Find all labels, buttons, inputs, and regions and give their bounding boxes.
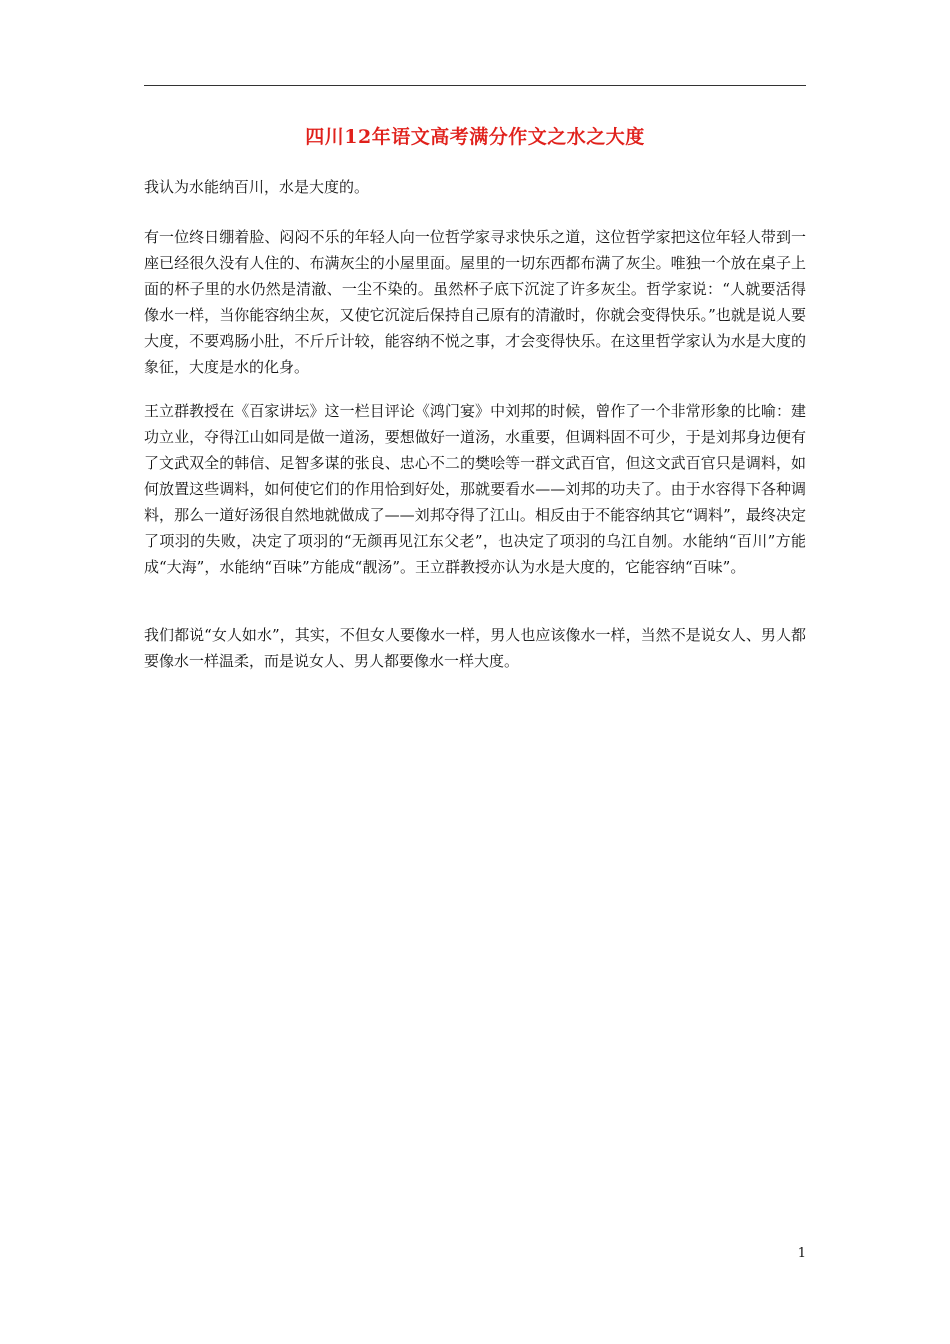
document-title: 四川12年语文高考满分作文之水之大度 bbox=[305, 126, 645, 148]
paragraph-2: 有一位终日绷着脸、闷闷不乐的年轻人向一位哲学家寻求快乐之道，这位哲学家把这位年轻人带到一座已经很久没有人住的、布满灰尘的小屋里面。屋里的一切东西都布满了灰尘。唯独一个放在桌子上面的杯子里的水仍然是清澈、一尘不染的。虽然杯子底下沉淀了许多灰尘。哲学家说：“人就要活得像水一样，当你能容纳尘灰，又使它沉淀后保持自己原有的清澈时，你就会变得快乐。”也就是说人要大度，不要鸡肠小肚，不斤斤计较，能容纳不悦之事，才会变得快乐。在这里哲学家认为水是大度的象征，大度是水的化身。 bbox=[144, 228, 806, 376]
paragraph-3: 王立群教授在《百家讲坛》这一栏目评论《鸿门宴》中刘邦的时候，曾作了一个非常形象的比喻：建功立业，夺得江山如同是做一道汤，要想做好一道汤，水重要，但调料固不可少，于是刘邦身边便有了文武双全的韩信、足智多谋的张良、忠心不二的樊哙等一群文武百官，但这文武百官只是调料，如何放置这些调料，如何使它们的作用恰到好处，那就要看水——刘邦的功夫了。由于水容得下各种调料，那么一道好汤很自然地就做成了——刘邦夺得了江山。相反由于不能容纳其它“调料”，最终决定了项羽的失败，决定了项羽的“无颜再见江东父老”，也决定了项羽的乌江自刎。水能纳“百川”方能成“大海”，水能纳“百味”方能成“靓汤”。王立群教授亦认为水是大度的，它能容纳“百味”。 bbox=[144, 402, 806, 576]
page-number: 1 bbox=[797, 1246, 806, 1261]
paragraph-1: 我认为水能纳百川，水是大度的。 bbox=[144, 178, 370, 196]
header-rule bbox=[144, 85, 806, 86]
paragraph-4: 我们都说“女人如水”，其实，不但女人要像水一样，男人也应该像水一样，当然不是说女人、男人都要像水一样温柔，而是说女人、男人都要像水一样大度。 bbox=[144, 626, 806, 670]
